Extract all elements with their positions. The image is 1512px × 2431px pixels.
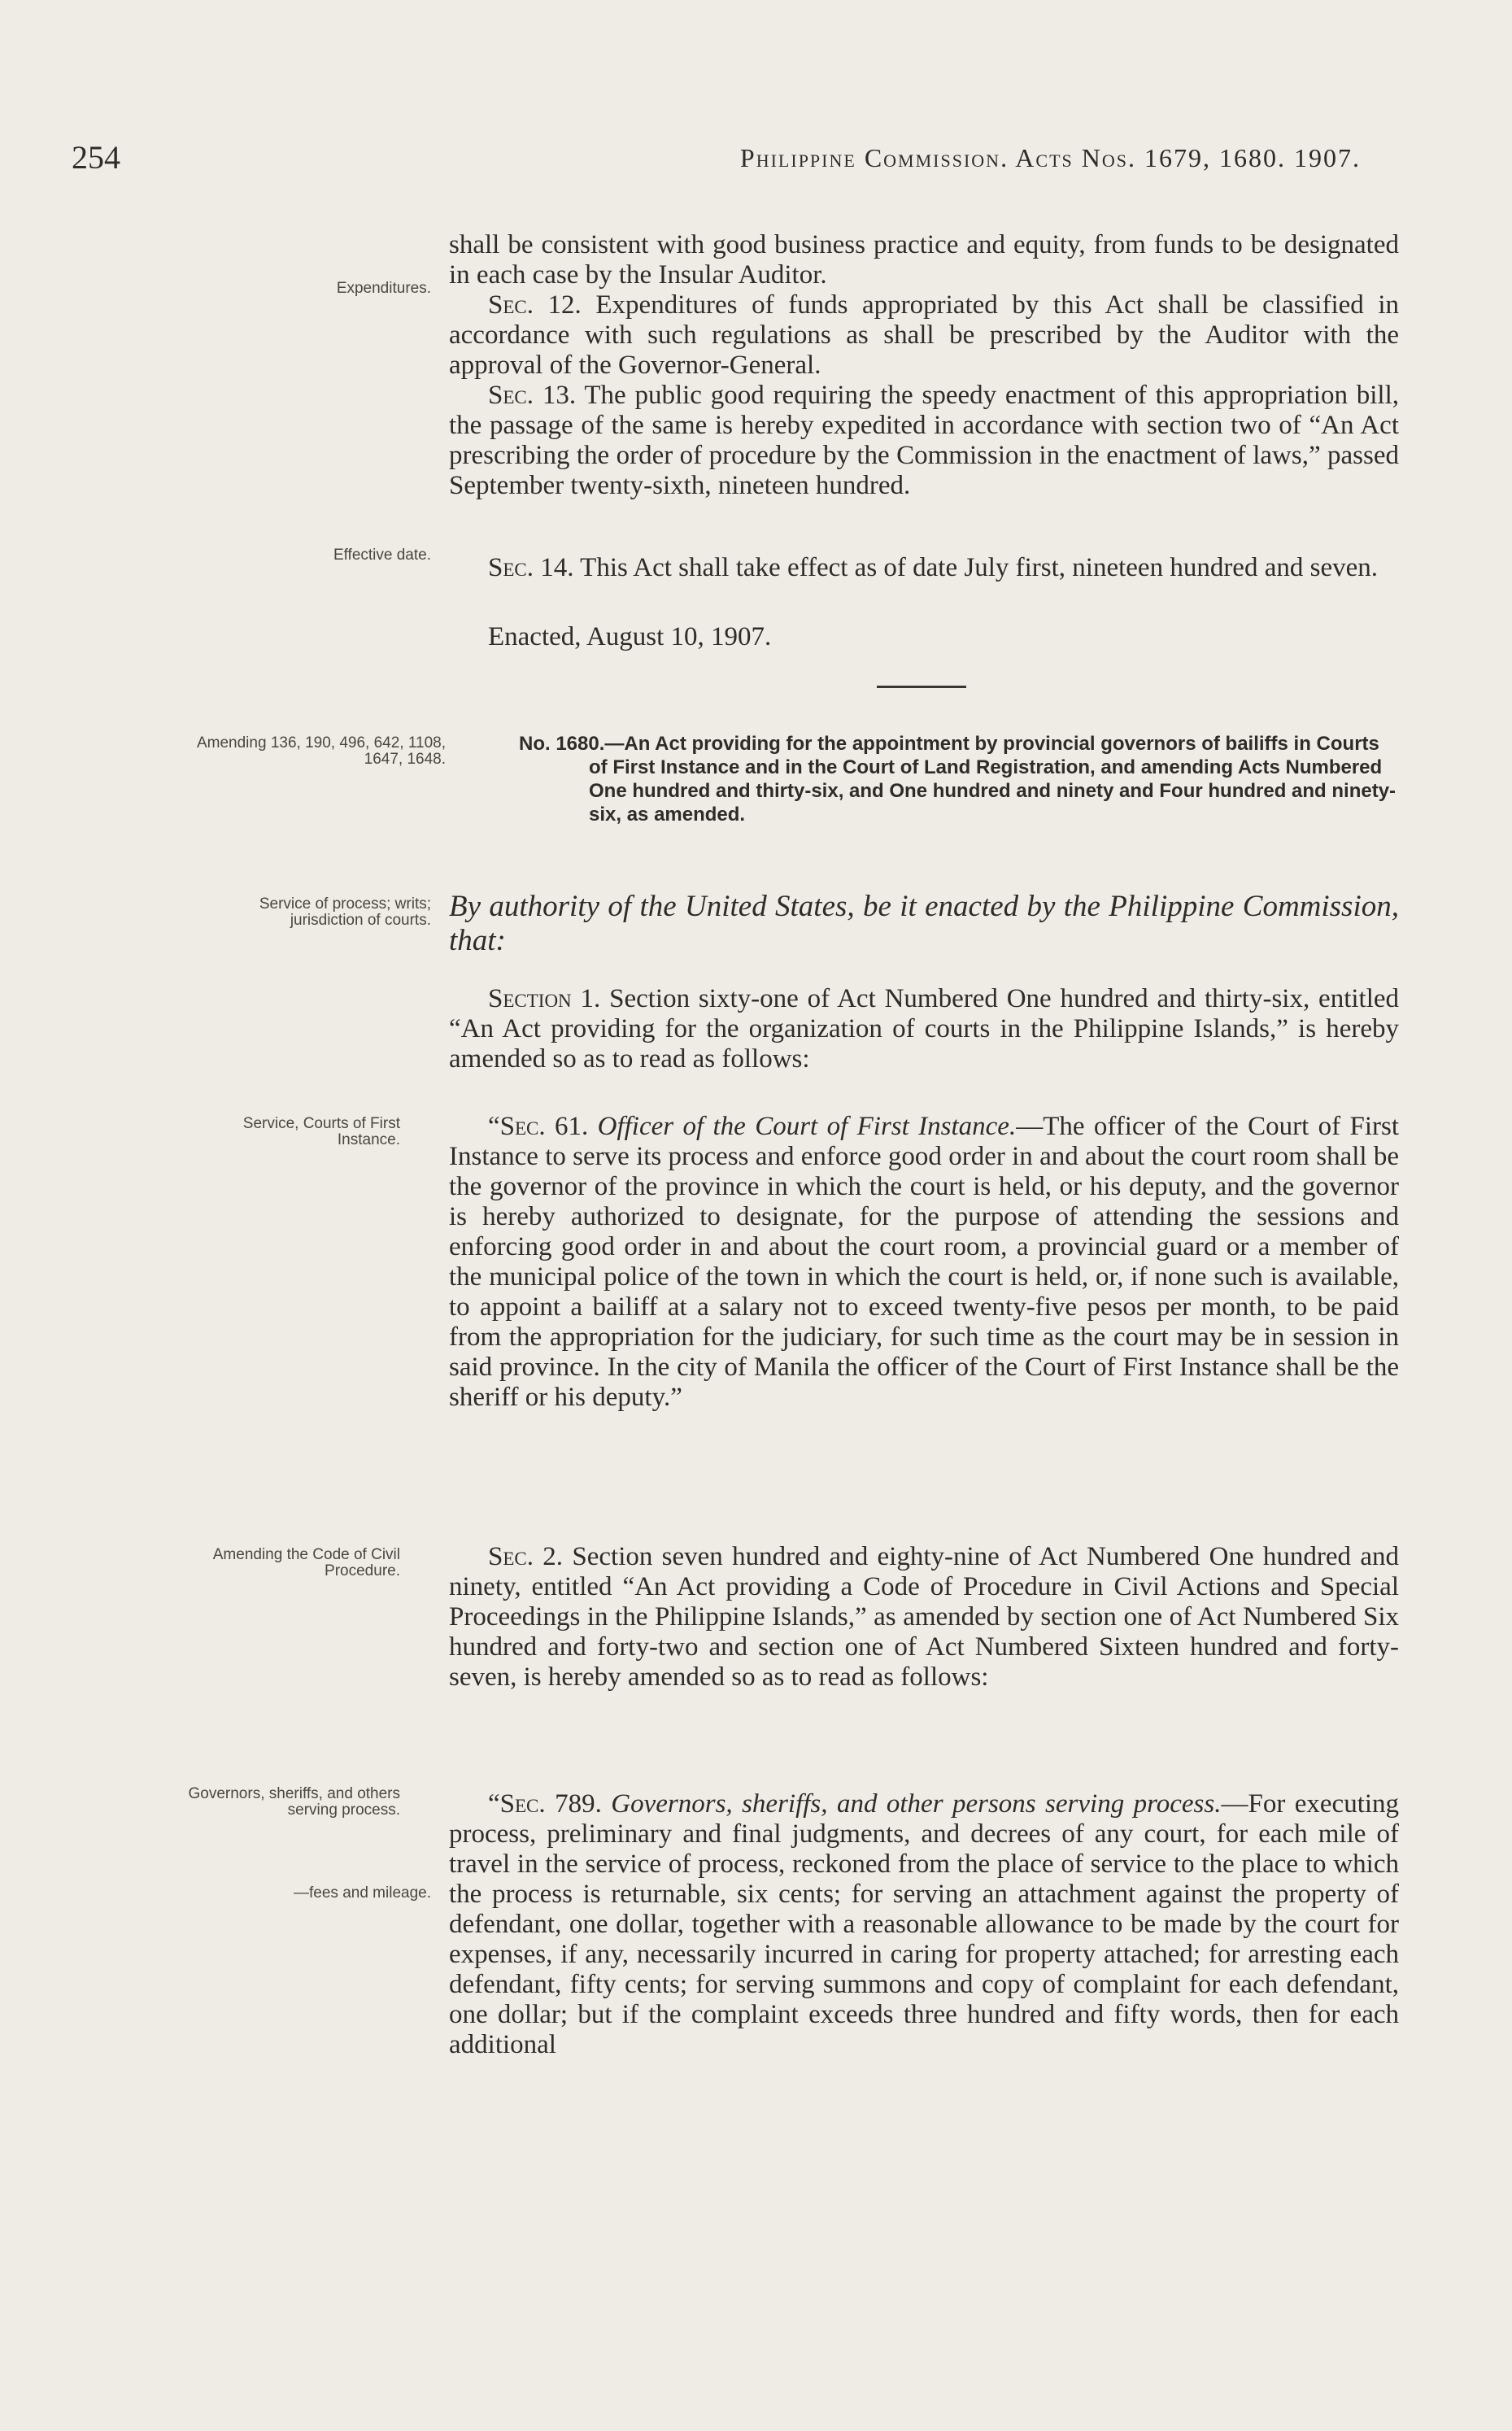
section-61-label: “Sec. 61.: [488, 1112, 589, 1141]
running-title: Philippine Commission. Acts Nos. 1679, 1680. 1907.: [739, 143, 1361, 172]
section-2-label: Sec. 2.: [488, 1542, 564, 1571]
section-61-text: —The officer of the Court of First Instance to serve its process and enforce good order in and about the court room shall be the governor of the province in which the court is held, or his deputy, and the governor is hereby authorized to designate, for the purpose of attending the sessions and enforcing good order in and about the court room, a provincial guard or a member of the municipal police of the town in which the court is held, or, if none such is available, to appoint a bailiff at a salary not to exceed twenty-five pesos per month, to be paid from the appropriation for the judiciary, for such time as the court may be in session in said province. In the city of Manila the officer of the Court of First Instance shall be the sheriff or his deputy.”: [449, 1112, 1400, 1412]
section-1-label: Section 1.: [488, 984, 601, 1013]
section-1: [449, 984, 1399, 1074]
section-2: [449, 1542, 1399, 1693]
margin-note-effective-date: Effective date.: [333, 547, 431, 564]
section-12-text: Expenditures of funds appropriated by this Act shall be classified in accordance with such regulations as shall be prescribed by the Auditor with the approval of the Governor-General.: [449, 290, 1400, 380]
section-divider: [877, 686, 966, 688]
section-12-label: Sec. 12.: [488, 290, 582, 320]
act-heading: [449, 732, 1399, 826]
section-61-title: Officer of the Court of First Instance.: [597, 1112, 1017, 1141]
margin-note-fees-mileage: —fees and mileage.: [294, 1884, 431, 1902]
section-13-text: The public good requiring the speedy enactment of this appropriation bill, the passage of the same is hereby expedited in accordance with section two of “An Act prescribing the order of procedure by the Commission in the enactment of laws,” passed September twenty-sixth, nineteen hundred.: [449, 381, 1400, 500]
section-14-text: This Act shall take effect as of date July first, nineteen hundred and seven.: [580, 553, 1378, 582]
section-789-label: “Sec. 789.: [488, 1789, 602, 1819]
act-title: —An Act providing for the appointment by provincial governors of bailiffs in Courts of First Instance and in the Court of Land Registration, and amending Acts Numbered One hundred and thirty-six, and One hundred and ninety and Four hundred and ninety-six, as amended.: [589, 733, 1397, 826]
margin-note-service-of-process: Service of process; writs; jurisdiction of courts.: [259, 895, 431, 929]
section-13: [449, 381, 1399, 501]
page-number: 254: [72, 139, 120, 176]
section-789-text: —For executing process, preliminary and final judgments, and decrees of any court, for each mile of travel in the service of process, reckoned from the place of service to the place to which the process is returnable, six cents; for serving an attachment against the property of defendant, one dollar, together with a reasonable allowance to be made by the court for expenses, if any, necessarily incurred in caring for property attached; for arresting each defendant, fifty cents; for serving summons and copy of complaint for each defendant, one dollar; but if the complaint exceeds three hundred and fifty words, then for each additional: [449, 1789, 1400, 2059]
paragraph-continuation: shall be consistent with good business practice and equity, from funds to be designated in each case by the Insular Auditor.: [449, 230, 1399, 290]
section-13-label: Sec. 13.: [488, 381, 577, 410]
margin-note-governors-sheriffs: Governors, sheriffs, and others serving process.: [188, 1785, 400, 1819]
section-14-label: Sec. 14.: [488, 553, 574, 582]
margin-note-service-courts: Service, Courts of First Instance.: [242, 1115, 400, 1148]
page-header: [72, 138, 1361, 187]
section-789-title: Governors, sheriffs, and other persons serving process.: [611, 1789, 1222, 1819]
margin-note-amending-acts: Amending 136, 190, 496, 642, 1108, 1647, 1648.: [196, 734, 446, 768]
section-2-text: Section seven hundred and eighty-nine of Act Numbered One hundred and ninety, entitled “An Act providing a Code of Procedure in Civil Actions and Special Proceedings in the Philippine Islands,” as amended by section one of Act Numbered Six hundred and forty-two and section one of Act Numbered Sixteen hundred and forty-seven, is hereby amended so as to read as follows:: [449, 1542, 1400, 1692]
section-12: [449, 290, 1399, 381]
act-number: No. 1680.: [519, 733, 605, 755]
enacting-clause: By authority of the United States, be it enacted by the Philippine Commission, that:: [449, 890, 1399, 957]
section-1-text: Section sixty-one of Act Numbered One hundred and thirty-six, entitled “An Act providing for the organization of courts in the Philippine Islands,” is hereby amended so as to read as follows:: [449, 984, 1400, 1074]
enacted-date: Enacted, August 10, 1907.: [488, 622, 772, 651]
margin-note-expenditures: Expenditures.: [336, 280, 431, 297]
section-61: [449, 1112, 1399, 1413]
section-14: [449, 553, 1399, 583]
margin-note-amending-code: Amending the Code of Civil Procedure.: [212, 1546, 400, 1579]
section-789: [449, 1789, 1399, 2060]
